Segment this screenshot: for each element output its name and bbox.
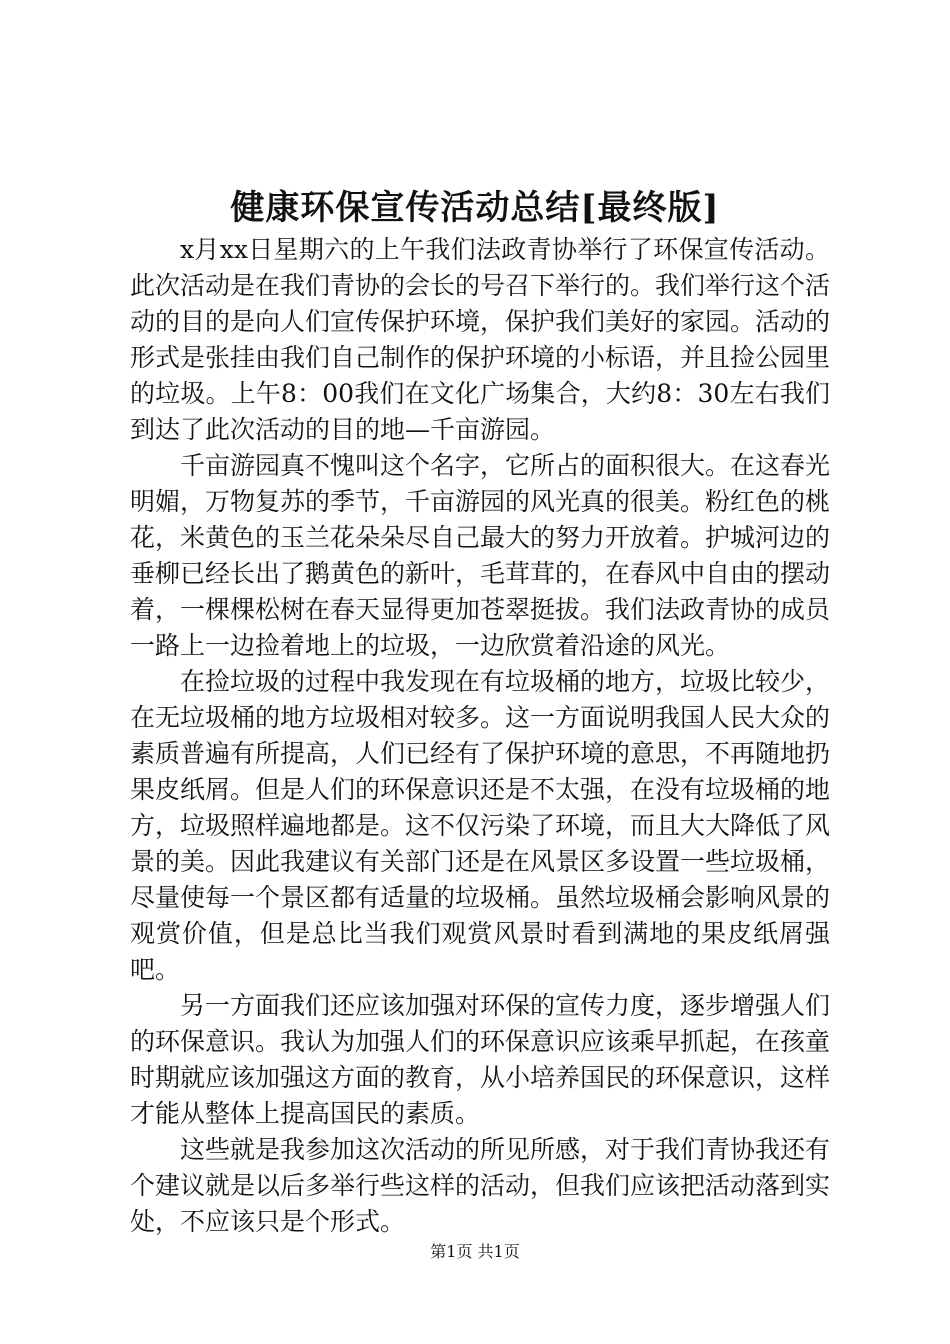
- document-body: [130, 232, 830, 1240]
- paragraph-3: 在捡垃圾的过程中我发现在有垃圾桶的地方，垃圾比较少，在无垃圾桶的地方垃圾相对较多。这一方面说明我国人民大众的素质普遍有所提高，人们已经有了保护环境的意思，不再随地扔果皮纸屑。但是人们的环保意识还是不太强，在没有垃圾桶的地方，垃圾照样遍地都是。这不仅污染了环境，而且大大降低了风景的美。因此我建议有关部门还是在风景区多设置一些垃圾桶，尽量使每一个景区都有适量的垃圾桶。虽然垃圾桶会影响风景的观赏价值，但是总比当我们观赏风景时看到满地的果皮纸屑强吧。: [130, 667, 831, 984]
- paragraph-1: x月xx日星期六的上午我们法政青协举行了环保宣传活动。此次活动是在我们青协的会长的号召下举行的。我们举行这个活动的目的是向人们宣传保护环境，保护我们美好的家园。活动的形式是张挂由我们自己制作的保护环境的小标语，并且捡公园里的垃圾。上午8：00我们在文化广场集合，大约8：30左右我们到达了此次活动的目的地—千亩游园。: [130, 235, 831, 444]
- paragraph-2: 千亩游园真不愧叫这个名字，它所占的面积很大。在这春光明媚，万物复苏的季节，千亩游园的风光真的很美。粉红色的桃花，米黄色的玉兰花朵朵尽自己最大的努力开放着。护城河边的垂柳已经长出了鹅黄色的新叶，毛茸茸的，在春风中自由的摆动着，一棵棵松树在春天显得更加苍翠挺拔。我们法政青协的成员一路上一边捡着地上的垃圾，一边欣赏着沿途的风光。: [130, 451, 831, 660]
- paragraph-4: 另一方面我们还应该加强对环保的宣传力度，逐步增强人们的环保意识。我认为加强人们的环保意识应该乘早抓起，在孩童时期就应该加强这方面的教育，从小培养国民的环保意识，这样才能从整体上提高国民的素质。: [130, 991, 831, 1128]
- page-number-footer: 第1页 共1页: [430, 1242, 520, 1261]
- paragraph-5: 这些就是我参加这次活动的所见所感，对于我们青协我还有个建议就是以后多举行些这样的活动，但我们应该把活动落到实处，不应该只是个形式。: [130, 1135, 831, 1236]
- document-title: 健康环保宣传活动总结[最终版]: [230, 188, 720, 228]
